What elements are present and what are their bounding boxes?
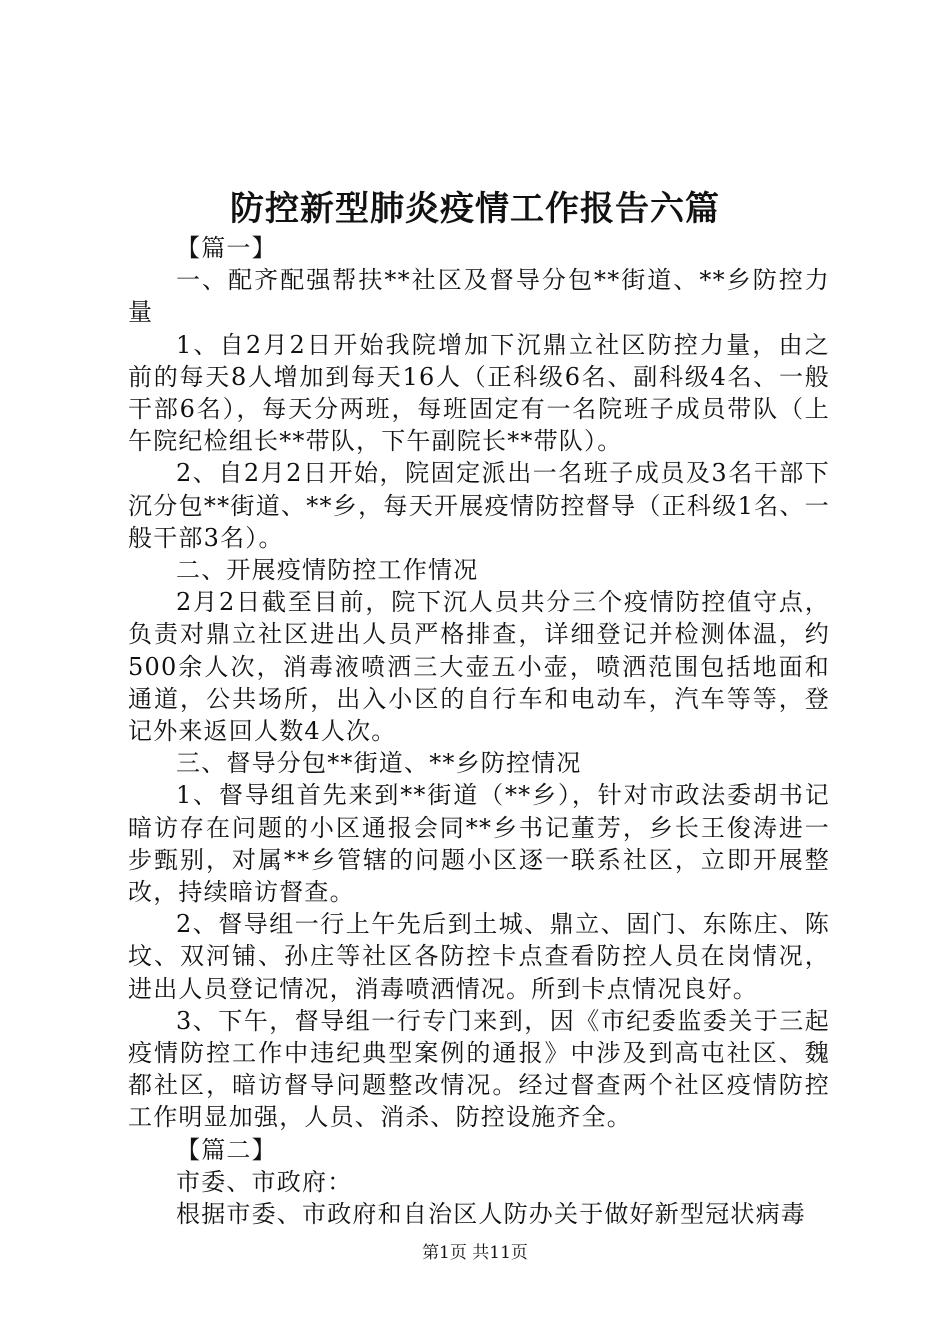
document-body [128, 232, 830, 1230]
document-title: 防控新型肺炎疫情工作报告六篇 [230, 189, 720, 229]
paragraph-section-marker-2: 【篇二】 [176, 1135, 277, 1164]
paragraph-heading-1: 一、配齐配强帮扶**社区及督导分包**街道、**乡防控力量 [128, 266, 830, 327]
paragraph-salutation: 市委、市政府： [176, 1167, 353, 1196]
paragraph-2: 2、自2月2日开始，院固定派出一名班子成员及3名干部下沉分包**街道、**乡，每天开展疫情防控督导（正科级1名、一般干部3名）。 [128, 459, 830, 552]
paragraph-6: 3、下午，督导组一行专门来到，因《市纪委监委关于三起疫情防控工作中违纪典型案例的通报》中涉及到高屯社区、魏都社区，暗访督导问题整改情况。经过督查两个社区疫情防控工作明显加强，人员、消杀、防控设施齐全。 [128, 1006, 830, 1132]
paragraph-3: 2月2日截至目前，院下沉人员共分三个疫情防控值守点，负责对鼎立社区进出人员严格排查，详细登记并检测体温，约500余人次，消毒液喷洒三大壶五小壶，喷洒范围包括地面和通道，公共场所，出入小区的自行车和电动车，汽车等等，登记外来返回人数4人次。 [128, 588, 830, 746]
paragraph-section-marker-1: 【篇一】 [176, 234, 277, 262]
paragraph-heading-2: 二、开展疫情防控工作情况 [176, 556, 479, 585]
paragraph-heading-3: 三、督导分包**街道、**乡防控情况 [176, 749, 582, 778]
page-footer: 第1页 共11页 [422, 1243, 528, 1263]
paragraph-7: 根据市委、市政府和自治区人防办关于做好新型冠状病毒 [176, 1200, 806, 1229]
paragraph-4: 1、督导组首先来到**街道（**乡），针对市政法委胡书记暗访存在问题的小区通报会同**乡书记董芳，乡长王俊涛进一步甄别，对属**乡管辖的问题小区逐一联系社区，立即开展整改，持续暗访督查。 [128, 781, 830, 907]
paragraph-5: 2、督导组一行上午先后到土城、鼎立、固门、东陈庄、陈坟、双河铺、孙庄等社区各防控卡点查看防控人员在岗情况，进出人员登记情况，消毒喷洒情况。所到卡点情况良好。 [128, 910, 830, 1003]
paragraph-1: 1、自2月2日开始我院增加下沉鼎立社区防控力量，由之前的每天8人增加到每天16人（正科级6名、副科级4名、一般干部6名），每天分两班，每班固定有一名院班子成员带队（上午院纪检组长**带队，下午副院长**带队）。 [128, 330, 830, 456]
